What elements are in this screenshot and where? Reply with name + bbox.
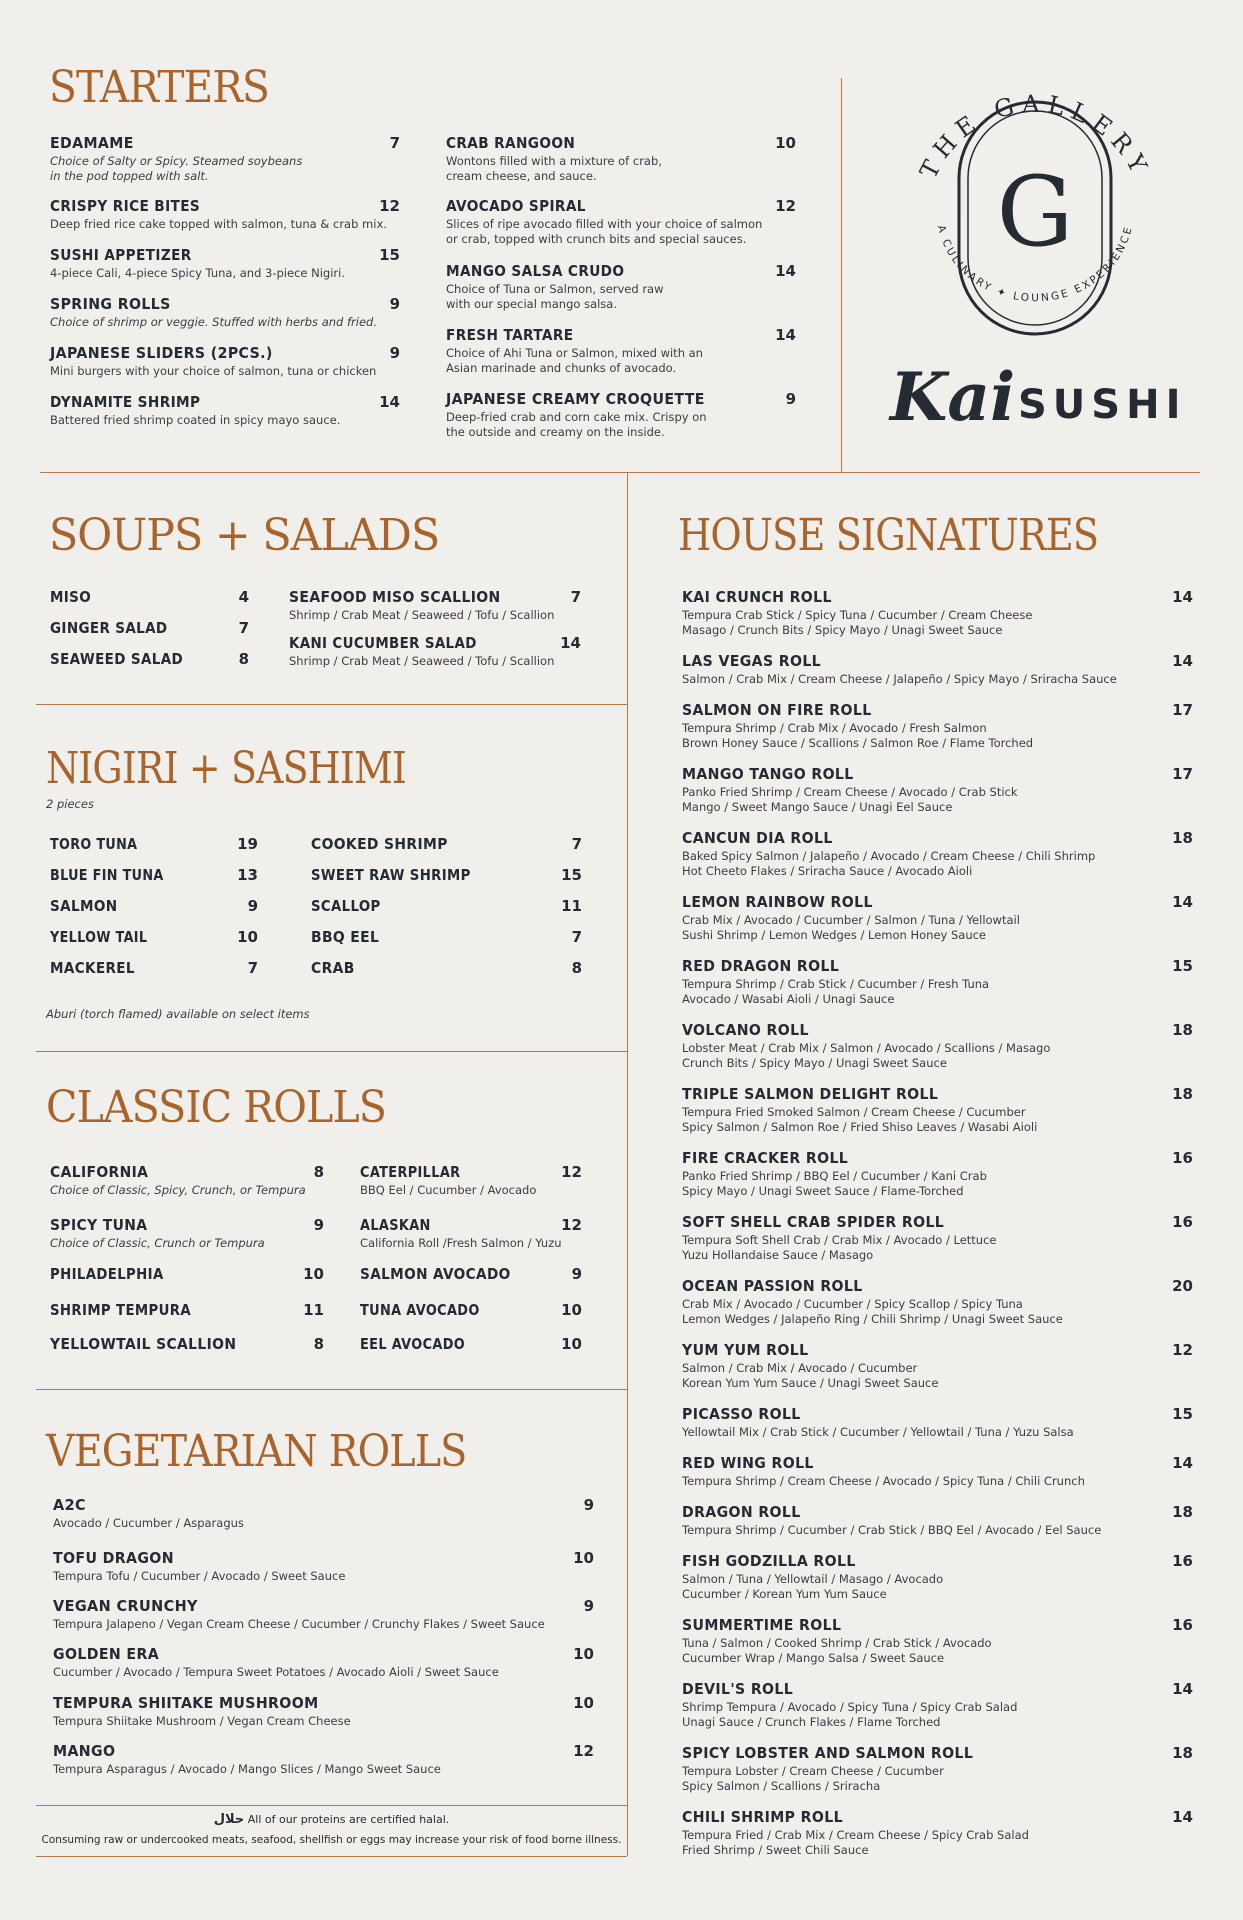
house-signature-item	[682, 893, 1193, 943]
item-name: PHILADELPHIA	[50, 1265, 164, 1283]
classic-roll-item	[360, 1265, 582, 1283]
item-name: DYNAMITE SHRIMP	[50, 393, 201, 411]
item-name: SCALLOP	[311, 897, 381, 915]
house-signature-item	[682, 1552, 1193, 1602]
item-name: CALIFORNIA	[50, 1163, 149, 1181]
classic-roll-item	[360, 1335, 582, 1353]
item-name: TOFU DRAGON	[53, 1549, 174, 1567]
item-name: SUMMERTIME ROLL	[682, 1616, 842, 1634]
soups-bottom-rule	[36, 704, 627, 705]
item-name: PICASSO ROLL	[682, 1405, 801, 1423]
classic-roll-item	[360, 1301, 582, 1319]
nigiri-item	[50, 897, 258, 915]
nigiri-aburi-note: Aburi (torch flamed) available on select items	[46, 1007, 310, 1021]
house-signature-item	[682, 1616, 1193, 1666]
item-price: 8	[313, 1163, 324, 1181]
house-signature-item	[682, 1277, 1193, 1327]
classic-roll-item	[50, 1265, 324, 1283]
soup-salad-item	[50, 650, 249, 668]
nigiri-bottom-rule	[36, 1051, 627, 1052]
item-name: TRIPLE SALMON DELIGHT ROLL	[682, 1085, 939, 1103]
halal-text: All of our proteins are certified halal.	[247, 1813, 450, 1826]
starter-item	[50, 344, 400, 379]
item-price: 7	[247, 959, 258, 977]
item-name: RED DRAGON ROLL	[682, 957, 840, 975]
item-price: 14	[775, 326, 796, 344]
item-name: CHILI SHRIMP ROLL	[682, 1808, 843, 1826]
item-description: Choice of Classic, Spicy, Crunch, or Tempura	[50, 1183, 306, 1197]
item-description: Choice of Ahi Tuna or Salmon, mixed with an Asian marinade and chunks of avocado.	[446, 346, 703, 375]
item-description: Shrimp / Crab Meat / Seaweed / Tofu / Scallion	[289, 608, 555, 622]
item-name: GOLDEN ERA	[53, 1645, 160, 1663]
nigiri-item	[50, 959, 258, 977]
item-name: FISH GODZILLA ROLL	[682, 1552, 856, 1570]
item-name: YUM YUM ROLL	[682, 1341, 809, 1359]
item-price: 14	[1172, 1680, 1193, 1698]
item-price: 12	[379, 197, 400, 215]
nigiri-item	[311, 897, 582, 915]
item-price: 20	[1172, 1277, 1193, 1295]
item-price: 17	[1172, 701, 1193, 719]
soup-salad-item	[50, 588, 249, 606]
item-name: CRAB	[311, 959, 355, 977]
item-description: Shrimp / Crab Meat / Seaweed / Tofu / Scallion	[289, 654, 555, 668]
item-description: BBQ Eel / Cucumber / Avocado	[360, 1183, 537, 1197]
item-name: DRAGON ROLL	[682, 1503, 801, 1521]
item-price: 9	[583, 1597, 594, 1615]
footer-bottom-rule	[36, 1856, 627, 1857]
item-name: VEGAN CRUNCHY	[53, 1597, 198, 1615]
item-price: 10	[775, 134, 796, 152]
item-description: Shrimp Tempura / Avocado / Spicy Tuna / Spicy Crab Salad Unagi Sauce / Crunch Flakes / Flame Torched	[682, 1700, 1018, 1729]
house-signature-item	[682, 1808, 1193, 1858]
halal-line	[36, 1812, 627, 1827]
nigiri-item	[311, 866, 582, 884]
classic-roll-item	[50, 1335, 324, 1353]
item-price: 15	[561, 866, 582, 884]
item-description: Tuna / Salmon / Cooked Shrimp / Crab Stick / Avocado Cucumber Wrap / Mango Salsa / Sweet Sauce	[682, 1636, 992, 1665]
item-description: Salmon / Crab Mix / Cream Cheese / Jalapeño / Spicy Mayo / Sriracha Sauce	[682, 672, 1117, 686]
item-description: Deep fried rice cake topped with salmon, tuna & crab mix.	[50, 217, 387, 231]
house-signature-item	[682, 1085, 1193, 1135]
item-name: A2C	[53, 1496, 86, 1514]
house-signature-item	[682, 1680, 1193, 1730]
classic-roll-item	[360, 1216, 582, 1251]
house-signature-item	[682, 652, 1193, 687]
item-price: 14	[1172, 1454, 1193, 1472]
item-name: ALASKAN	[360, 1216, 431, 1234]
starter-item	[446, 197, 796, 247]
item-price: 9	[583, 1496, 594, 1514]
item-name: MANGO TANGO ROLL	[682, 765, 854, 783]
house-signature-item	[682, 765, 1193, 815]
vegetarian-roll-item	[53, 1742, 594, 1777]
soup-salad-item	[289, 634, 581, 669]
item-name: CATERPILLAR	[360, 1163, 461, 1181]
item-name: SUSHI APPETIZER	[50, 246, 192, 264]
nigiri-item	[50, 835, 258, 853]
item-name: COOKED SHRIMP	[311, 835, 448, 853]
item-name: SALMON ON FIRE ROLL	[682, 701, 872, 719]
house-signature-item	[682, 1149, 1193, 1199]
item-name: JAPANESE CREAMY CROQUETTE	[446, 390, 705, 408]
item-price: 9	[389, 295, 400, 313]
soups-salads-heading: SOUPS + SALADS	[49, 510, 440, 561]
item-price: 7	[389, 134, 400, 152]
item-price: 7	[570, 588, 581, 606]
gallery-logo	[905, 70, 1165, 370]
house-signature-item	[682, 588, 1193, 638]
item-price: 10	[561, 1335, 582, 1353]
starter-item	[50, 295, 400, 330]
item-name: SEAFOOD MISO SCALLION	[289, 588, 501, 606]
item-description: Tempura Fried Smoked Salmon / Cream Cheese / Cucumber Spicy Salmon / Salmon Roe / Fried Shiso Leaves / Wasabi Aioli	[682, 1105, 1038, 1134]
soup-salad-item	[50, 619, 249, 637]
item-name: VOLCANO ROLL	[682, 1021, 809, 1039]
item-name: CANCUN DIA ROLL	[682, 829, 833, 847]
starter-item	[50, 197, 400, 232]
item-price: 9	[389, 344, 400, 362]
item-name: FIRE CRACKER ROLL	[682, 1149, 849, 1167]
nigiri-item	[50, 928, 258, 946]
item-price: 4	[238, 588, 249, 606]
house-signature-item	[682, 1341, 1193, 1391]
item-price: 12	[561, 1216, 582, 1234]
soup-salad-item	[289, 588, 581, 623]
item-description: Salmon / Tuna / Yellowtail / Masago / Avocado Cucumber / Korean Yum Yum Sauce	[682, 1572, 944, 1601]
item-description: Tempura Shrimp / Crab Stick / Cucumber / Fresh Tuna Avocado / Wasabi Aioli / Unagi Sauce	[682, 977, 990, 1006]
item-price: 7	[571, 835, 582, 853]
house-signature-item	[682, 1503, 1193, 1538]
item-description: Avocado / Cucumber / Asparagus	[53, 1516, 244, 1530]
starters-bottom-rule	[40, 472, 1200, 473]
item-name: MANGO SALSA CRUDO	[446, 262, 625, 280]
nigiri-sashimi-heading: NIGIRI + SASHIMI	[46, 743, 407, 794]
item-description: California Roll /Fresh Salmon / Yuzu	[360, 1236, 562, 1250]
item-price: 10	[573, 1694, 594, 1712]
item-price: 18	[1172, 1085, 1193, 1103]
item-price: 13	[237, 866, 258, 884]
item-price: 16	[1172, 1616, 1193, 1634]
item-name: TORO TUNA	[50, 835, 138, 853]
item-price: 14	[1172, 652, 1193, 670]
item-name: SPICY TUNA	[50, 1216, 148, 1234]
item-description: Baked Spicy Salmon / Jalapeño / Avocado / Cream Cheese / Chili Shrimp Hot Cheeto Flakes / Sriracha Sauce / Avocado Aioli	[682, 849, 1096, 878]
item-price: 19	[237, 835, 258, 853]
item-description: Tempura Lobster / Cream Cheese / Cucumber Spicy Salmon / Scallions / Sriracha	[682, 1764, 944, 1793]
vegetarian-rolls-heading: VEGETARIAN ROLLS	[46, 1426, 467, 1477]
item-name: MACKEREL	[50, 959, 135, 977]
item-price: 18	[1172, 829, 1193, 847]
item-price: 14	[1172, 588, 1193, 606]
starter-item	[446, 262, 796, 312]
item-name: SALMON AVOCADO	[360, 1265, 511, 1283]
house-signature-item	[682, 701, 1193, 751]
item-description: Choice of Classic, Crunch or Tempura	[50, 1236, 265, 1250]
item-name: SOFT SHELL CRAB SPIDER ROLL	[682, 1213, 945, 1231]
item-name: BLUE FIN TUNA	[50, 866, 164, 884]
classic-roll-item	[50, 1216, 324, 1251]
house-signatures-heading: HOUSE SIGNATURES	[678, 510, 1099, 561]
house-signature-item	[682, 1744, 1193, 1794]
starter-item	[50, 393, 400, 428]
starter-item	[446, 390, 796, 440]
item-description: Tempura Shrimp / Crab Mix / Avocado / Fresh Salmon Brown Honey Sauce / Scallions / Salmon Roe / Flame Torched	[682, 721, 1034, 750]
classic-bottom-rule	[36, 1389, 627, 1390]
item-price: 8	[238, 650, 249, 668]
item-price: 18	[1172, 1503, 1193, 1521]
item-price: 10	[573, 1645, 594, 1663]
item-name: SPRING ROLLS	[50, 295, 171, 313]
item-price: 15	[379, 246, 400, 264]
classic-roll-item	[50, 1301, 324, 1319]
starter-item	[446, 134, 796, 184]
house-signature-item	[682, 1405, 1193, 1440]
house-signature-item	[682, 1454, 1193, 1489]
item-description: Crab Mix / Avocado / Cucumber / Salmon / Tuna / Yellowtail Sushi Shrimp / Lemon Wedges / Lemon Honey Sauce	[682, 913, 1020, 942]
item-description: 4-piece Cali, 4-piece Spicy Tuna, and 3-piece Nigiri.	[50, 266, 346, 280]
item-description: Salmon / Crab Mix / Avocado / Cucumber Korean Yum Yum Sauce / Unagi Sweet Sauce	[682, 1361, 939, 1390]
item-price: 8	[571, 959, 582, 977]
classic-roll-item	[360, 1163, 582, 1198]
item-price: 7	[238, 619, 249, 637]
starter-item	[50, 246, 400, 281]
vegetarian-roll-item	[53, 1496, 594, 1531]
item-price: 8	[313, 1335, 324, 1353]
item-description: Deep-fried crab and corn cake mix. Crispy on the outside and creamy on the inside.	[446, 410, 707, 439]
nigiri-item	[50, 866, 258, 884]
item-name: LAS VEGAS ROLL	[682, 652, 822, 670]
column-divider	[627, 472, 628, 1856]
item-name: GINGER SALAD	[50, 619, 168, 637]
vegetarian-roll-item	[53, 1549, 594, 1584]
item-price: 12	[1172, 1341, 1193, 1359]
starter-item	[446, 326, 796, 376]
item-price: 12	[561, 1163, 582, 1181]
item-price: 14	[1172, 1808, 1193, 1826]
item-price: 9	[785, 390, 796, 408]
item-price: 17	[1172, 765, 1193, 783]
item-description: Tempura Shiitake Mushroom / Vegan Cream Cheese	[53, 1714, 351, 1728]
item-name: OCEAN PASSION ROLL	[682, 1277, 863, 1295]
item-price: 14	[775, 262, 796, 280]
starter-item	[50, 134, 400, 184]
item-price: 10	[237, 928, 258, 946]
item-description: Crab Mix / Avocado / Cucumber / Spicy Scallop / Spicy Tuna Lemon Wedges / Jalapeño Ring / Chili Shrimp / Unagi Sweet Sauce	[682, 1297, 1063, 1326]
item-name: JAPANESE SLIDERS (2PCS.)	[50, 344, 273, 362]
item-price: 9	[571, 1265, 582, 1283]
item-description: Tempura Asparagus / Avocado / Mango Slices / Mango Sweet Sauce	[53, 1762, 441, 1776]
item-name: CRAB RANGOON	[446, 134, 576, 152]
item-name: BBQ EEL	[311, 928, 380, 946]
item-name: EDAMAME	[50, 134, 134, 152]
item-price: 14	[379, 393, 400, 411]
item-price: 10	[561, 1301, 582, 1319]
halal-mark: حلال	[213, 1812, 245, 1827]
item-price: 15	[1172, 957, 1193, 975]
food-safety-warning: Consuming raw or undercooked meats, seafood, shellfish or eggs may increase your risk of food borne illness.	[41, 1834, 622, 1846]
vegetarian-roll-item	[53, 1597, 594, 1632]
item-price: 9	[247, 897, 258, 915]
item-description: Tempura Shrimp / Cucumber / Crab Stick / BBQ Eel / Avocado / Eel Sauce	[682, 1523, 1102, 1537]
logo-divider	[841, 78, 842, 472]
item-price: 9	[313, 1216, 324, 1234]
item-name: KAI CRUNCH ROLL	[682, 588, 832, 606]
logo-monogram: G	[996, 156, 1074, 268]
logo-inner-text: A CULINARY ✦ LOUNGE EXPERIENCE	[934, 223, 1136, 305]
item-description: Battered fried shrimp coated in spicy mayo sauce.	[50, 413, 341, 427]
nigiri-item	[311, 959, 582, 977]
item-name: FRESH TARTARE	[446, 326, 574, 344]
item-name: TEMPURA SHIITAKE MUSHROOM	[53, 1694, 319, 1712]
house-signature-item	[682, 957, 1193, 1007]
item-price: 10	[303, 1265, 324, 1283]
item-price: 15	[1172, 1405, 1193, 1423]
item-description: Tempura Crab Stick / Spicy Tuna / Cucumber / Cream Cheese Masago / Crunch Bits / Spicy Mayo / Unagi Sweet Sauce	[682, 608, 1033, 637]
item-description: Cucumber / Avocado / Tempura Sweet Potatoes / Avocado Aioli / Sweet Sauce	[53, 1665, 499, 1679]
item-description: Tempura Soft Shell Crab / Crab Mix / Avocado / Lettuce Yuzu Hollandaise Sauce / Masago	[682, 1233, 997, 1262]
vegetarian-roll-item	[53, 1645, 594, 1680]
item-name: AVOCADO SPIRAL	[446, 197, 586, 215]
kai-script-logo: Kai	[890, 358, 1016, 436]
item-price: 16	[1172, 1552, 1193, 1570]
house-signature-item	[682, 1021, 1193, 1071]
item-price: 14	[560, 634, 581, 652]
item-price: 11	[561, 897, 582, 915]
nigiri-item	[311, 928, 582, 946]
item-price: 11	[303, 1301, 324, 1319]
classic-roll-item	[50, 1163, 324, 1198]
item-description: Tempura Shrimp / Cream Cheese / Avocado / Spicy Tuna / Chili Crunch	[682, 1474, 1085, 1488]
item-price: 12	[775, 197, 796, 215]
item-name: SHRIMP TEMPURA	[50, 1301, 191, 1319]
item-price: 7	[571, 928, 582, 946]
item-description: Lobster Meat / Crab Mix / Salmon / Avocado / Scallions / Masago Crunch Bits / Spicy Mayo / Unagi Sweet Sauce	[682, 1041, 1051, 1070]
item-description: Yellowtail Mix / Crab Stick / Cucumber / Yellowtail / Tuna / Yuzu Salsa	[682, 1425, 1074, 1439]
item-name: RED WING ROLL	[682, 1454, 814, 1472]
item-description: Choice of Tuna or Salmon, served raw with our special mango salsa.	[446, 282, 664, 311]
classic-rolls-heading: CLASSIC ROLLS	[46, 1082, 386, 1133]
item-name: LEMON RAINBOW ROLL	[682, 893, 873, 911]
house-signature-item	[682, 1213, 1193, 1263]
item-name: TUNA AVOCADO	[360, 1301, 480, 1319]
item-description: Panko Fried Shrimp / BBQ Eel / Cucumber / Kani Crab Spicy Mayo / Unagi Sweet Sauce / Flame-Torched	[682, 1169, 987, 1198]
item-price: 10	[573, 1549, 594, 1567]
item-name: SEAWEED SALAD	[50, 650, 184, 668]
vegetarian-roll-item	[53, 1694, 594, 1729]
item-name: EEL AVOCADO	[360, 1335, 466, 1353]
item-description: Tempura Jalapeno / Vegan Cream Cheese / Cucumber / Crunchy Flakes / Sweet Sauce	[53, 1617, 545, 1631]
item-description: Choice of Salty or Spicy. Steamed soybeans in the pod topped with salt.	[50, 154, 303, 183]
item-name: KANI CUCUMBER SALAD	[289, 634, 477, 652]
logo-arc-text: THE GALLERY	[914, 89, 1156, 184]
house-signature-item	[682, 829, 1193, 879]
item-name: MANGO	[53, 1742, 116, 1760]
sushi-wordmark: SUSHI	[1018, 382, 1187, 428]
nigiri-item	[311, 835, 582, 853]
item-price: 18	[1172, 1744, 1193, 1762]
item-description: Choice of shrimp or veggie. Stuffed with herbs and fried.	[50, 315, 377, 329]
item-description: Mini burgers with your choice of salmon, tuna or chicken	[50, 364, 377, 378]
item-price: 12	[573, 1742, 594, 1760]
item-name: SPICY LOBSTER AND SALMON ROLL	[682, 1744, 974, 1762]
starters-heading: STARTERS	[49, 62, 269, 113]
item-description: Slices of ripe avocado filled with your choice of salmon or crab, topped with crunch bits and special sauces.	[446, 217, 763, 246]
item-name: DEVIL'S ROLL	[682, 1680, 794, 1698]
item-price: 18	[1172, 1021, 1193, 1039]
item-description: Panko Fried Shrimp / Cream Cheese / Avocado / Crab Stick Mango / Sweet Mango Sauce / Unagi Eel Sauce	[682, 785, 1018, 814]
item-name: YELLOW TAIL	[50, 928, 148, 946]
item-description: Tempura Fried / Crab Mix / Cream Cheese / Spicy Crab Salad Fried Shrimp / Sweet Chili Sauce	[682, 1828, 1029, 1857]
item-name: SALMON	[50, 897, 118, 915]
item-name: SWEET RAW SHRIMP	[311, 866, 471, 884]
item-price: 16	[1172, 1149, 1193, 1167]
item-description: Wontons filled with a mixture of crab, cream cheese, and sauce.	[446, 154, 662, 183]
item-price: 14	[1172, 893, 1193, 911]
item-name: MISO	[50, 588, 92, 606]
vegetarian-bottom-rule	[36, 1805, 627, 1806]
nigiri-subtitle: 2 pieces	[46, 797, 94, 811]
item-name: YELLOWTAIL SCALLION	[50, 1335, 237, 1353]
item-price: 16	[1172, 1213, 1193, 1231]
item-name: CRISPY RICE BITES	[50, 197, 201, 215]
item-description: Tempura Tofu / Cucumber / Avocado / Sweet Sauce	[53, 1569, 346, 1583]
